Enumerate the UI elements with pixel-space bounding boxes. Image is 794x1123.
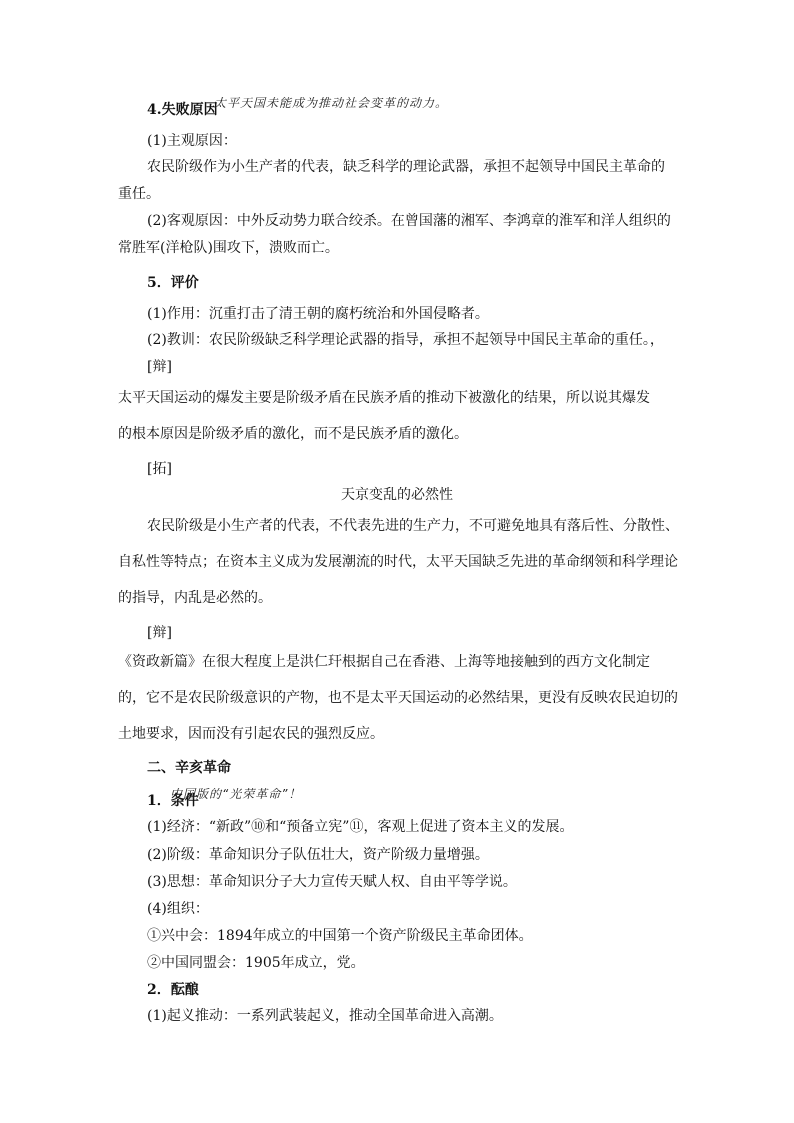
objective-text-2: 常胜军(洋枪队)围攻下，溃败而亡。 <box>118 240 339 256</box>
subjective-label: (1)主观原因： <box>147 133 237 149</box>
bian-2-text-1: 《资政新篇》在很大程度上是洪仁玕根据自己在香港、上海等地接触到的西方文化制定 <box>118 654 650 670</box>
subjective-text-2: 重任。 <box>118 186 160 202</box>
tuo-text-3: 的指导，内乱是必然的。 <box>118 590 272 606</box>
bian-2-text-2: 的，它不是农民阶级意识的产物，也不是太平天国运动的必然结果，更没有反映农民迫切的 <box>118 690 678 706</box>
xinhai-heading: 二、辛亥革命 <box>147 760 231 776</box>
bian-1-text-2: 的根本原因是阶级矛盾的激化，而不是民族矛盾的激化。 <box>118 426 468 442</box>
evaluation-lesson: (2)教训：农民阶级缺乏科学理论武器的指导，承担不起领导中国民主革命的重任。， <box>147 332 664 348</box>
organization-tongmenghui: ②中国同盟会：1905年成立，党。 <box>147 955 365 971</box>
brewing-uprisings: (1)起义推动：一系列武装起义，推动全国革命进入高潮。 <box>147 1008 503 1024</box>
conditions-heading: 1．条件 <box>147 793 199 809</box>
evaluation-effect: (1)作用：沉重打击了清王朝的腐朽统治和外国侵略者。 <box>147 306 489 322</box>
tuo-text-1: 农民阶级是小生产者的代表，不代表先进的生产力，不可避免地具有落后性、分散性、 <box>147 518 679 534</box>
bian-2-text-3: 土地要求，因而没有引起农民的强烈反应。 <box>118 726 384 742</box>
handwritten-note-2: 中国版的“光荣革命”！ <box>170 787 302 801</box>
tuo-text-2: 自私性等特点；在资本主义成为发展潮流的时代，太平天国缺乏先进的革命纲领和科学理论 <box>118 554 678 570</box>
condition-organization-label: (4)组织： <box>147 901 209 917</box>
tuo-tag: [拓] <box>147 461 172 477</box>
condition-class: (2)阶级：革命知识分子队伍壮大，资产阶级力量增强。 <box>147 847 489 863</box>
section-5-heading: 5．评价 <box>147 275 199 291</box>
objective-text-1: (2)客观原因：中外反动势力联合绞杀。在曾国藩的湘军、李鸿章的淮军和洋人组织的 <box>147 213 671 229</box>
bian-tag-1: [辩] <box>147 359 172 375</box>
tuo-title: 天京变乱的必然性 <box>341 487 453 503</box>
organization-xingzhonghui: ①兴中会：1894年成立的中国第一个资产阶级民主革命团体。 <box>147 928 533 944</box>
handwritten-note: 太平天国未能成为推动社会变革的动力。 <box>214 96 449 110</box>
condition-economy: (1)经济：“新政”⑩和“预备立宪”⑪，客观上促进了资本主义的发展。 <box>147 819 574 835</box>
section-4-heading: 4.失败原因 <box>147 102 218 118</box>
subjective-text-1: 农民阶级作为小生产者的代表，缺乏科学的理论武器，承担不起领导中国民主革命的 <box>147 159 665 175</box>
bian-1-text-1: 太平天国运动的爆发主要是阶级矛盾在民族矛盾的推动下被激化的结果，所以说其爆发 <box>118 390 650 406</box>
condition-thought: (3)思想：革命知识分子大力宣传天赋人权、自由平等学说。 <box>147 874 517 890</box>
brewing-heading: 2．酝酿 <box>147 982 199 998</box>
bian-tag-2: [辩] <box>147 625 172 641</box>
